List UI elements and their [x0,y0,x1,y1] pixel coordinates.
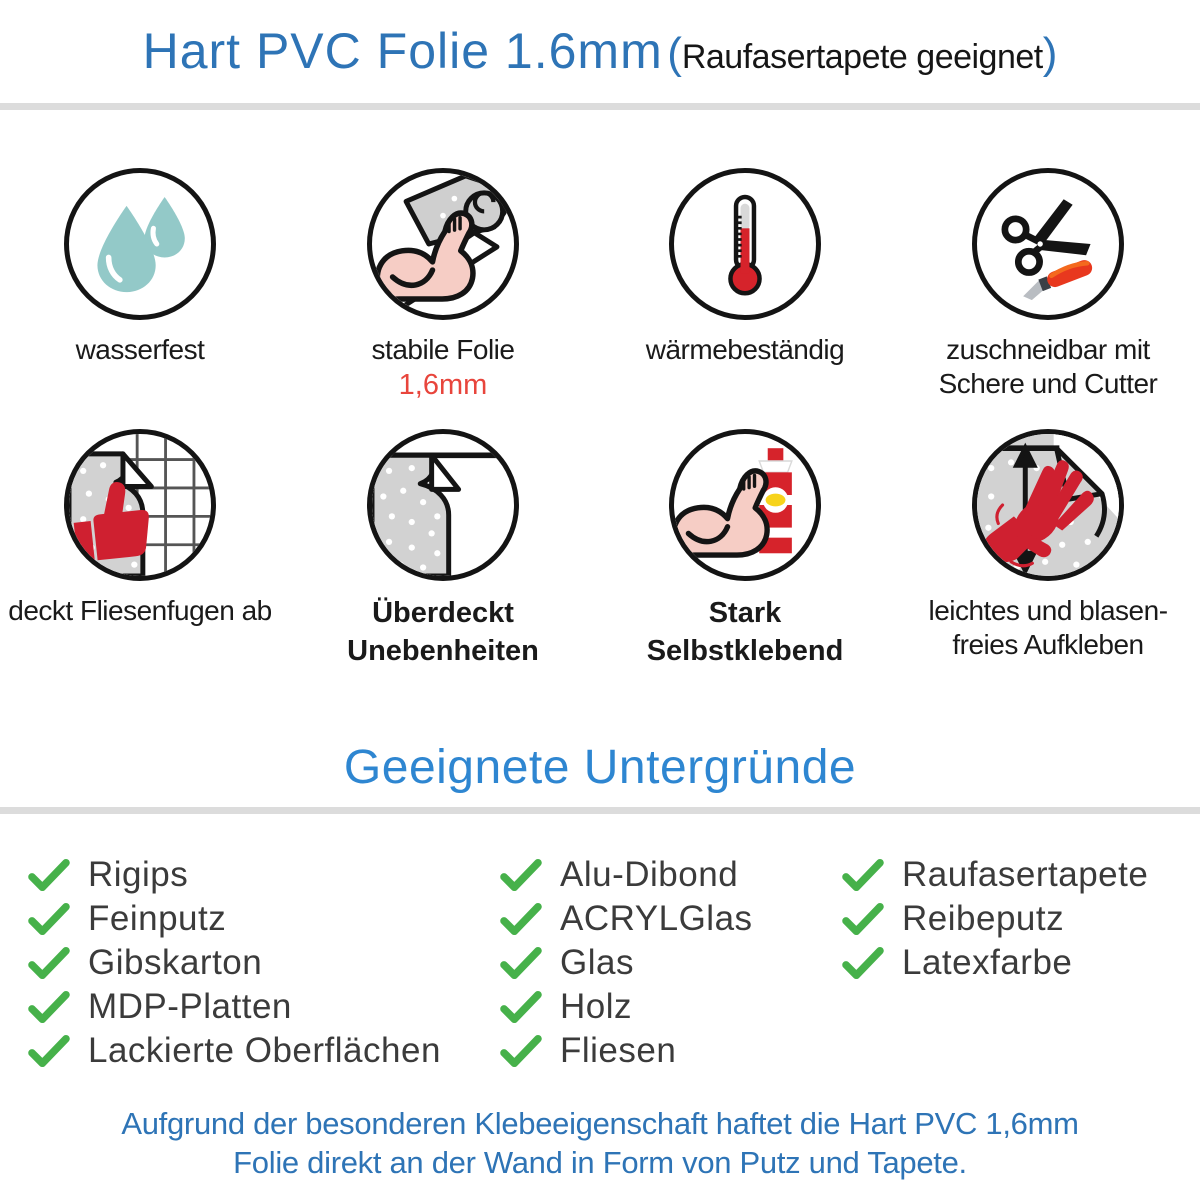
divider-top [0,103,1200,110]
check-icon [842,902,884,936]
feature-label: wärmebeständig [645,334,845,365]
feature-label: Überdeckt Unebenheiten [347,597,539,667]
feature-label: deckt Fliesenfugen ab [8,595,272,626]
check-icon [500,990,542,1024]
list-item: Rigips [28,853,441,897]
check-icon [842,946,884,980]
feature-label: Stark Selbstklebend [646,597,844,667]
feature-zuschneidbar [898,168,1198,401]
list-item: Alu-Dibond [500,853,753,897]
list-item: Raufasertapete [842,853,1148,897]
check-icon [500,1034,542,1068]
list-item: Reibeputz [842,897,1148,941]
substrates-column-2 [500,853,753,1073]
footer-line-1: Aufgrund der besonderen Klebeeigenschaft haftet die Hart PVC 1,6mm [121,1106,1079,1141]
title-paren-close: ) [1042,29,1058,78]
thermometer-icon [669,168,821,320]
feature-waermebestaendig [595,168,895,367]
scissors-cutter-icon [972,168,1124,320]
feature-unebenheiten [293,429,593,670]
muscle-glue-icon [669,429,821,581]
list-item: Feinputz [28,897,441,941]
list-item: Fliesen [500,1029,753,1073]
feature-label: wasserfest [75,334,205,365]
check-icon [500,946,542,980]
check-icon [500,858,542,892]
check-icon [842,858,884,892]
feature-selbstklebend [595,429,895,670]
list-item: Latexfarbe [842,941,1148,985]
check-icon [28,858,70,892]
list-item: Holz [500,985,753,1029]
list-item: Gibskarton [28,941,441,985]
feature-wasserfest [0,168,290,367]
substrates-heading: Geeignete Untergründe [343,741,857,794]
check-icon [28,946,70,980]
check-icon [500,902,542,936]
thumb-tiles-icon [64,429,216,581]
list-item: MDP-Platten [28,985,441,1029]
feature-label: stabile Folie [371,334,515,365]
feature-label: zuschneidbar mit Schere und Cutter [938,334,1158,399]
page-title [0,22,1200,80]
feature-label: leichtes und blasen- freies Aufkleben [928,595,1168,660]
list-item: Glas [500,941,753,985]
substrates-column-3 [842,853,1148,985]
check-icon [28,1034,70,1068]
list-item: ACRYLGlas [500,897,753,941]
title-paren-open: ( [667,29,682,78]
list-item: Lackierte Oberflächen [28,1029,441,1073]
feature-aufkleben [898,429,1198,662]
feature-stabile-folie [293,168,593,403]
footer-note [0,1104,1200,1182]
substrates-column-1 [28,853,441,1073]
divider-middle [0,807,1200,814]
title-subtitle: Raufasertapete geeignet [681,38,1043,76]
feature-sublabel: 1,6mm [398,369,488,401]
title-main: Hart PVC Folie 1.6mm [142,23,663,79]
muscle-foil-icon [367,168,519,320]
foil-sheet-icon [367,429,519,581]
water-drops-icon [64,168,216,320]
check-icon [28,990,70,1024]
hand-smoothing-icon [972,429,1124,581]
check-icon [28,902,70,936]
footer-line-2: Folie direkt an der Wand in Form von Putz und Tapete. [233,1145,967,1180]
feature-fliesenfugen [0,429,290,628]
